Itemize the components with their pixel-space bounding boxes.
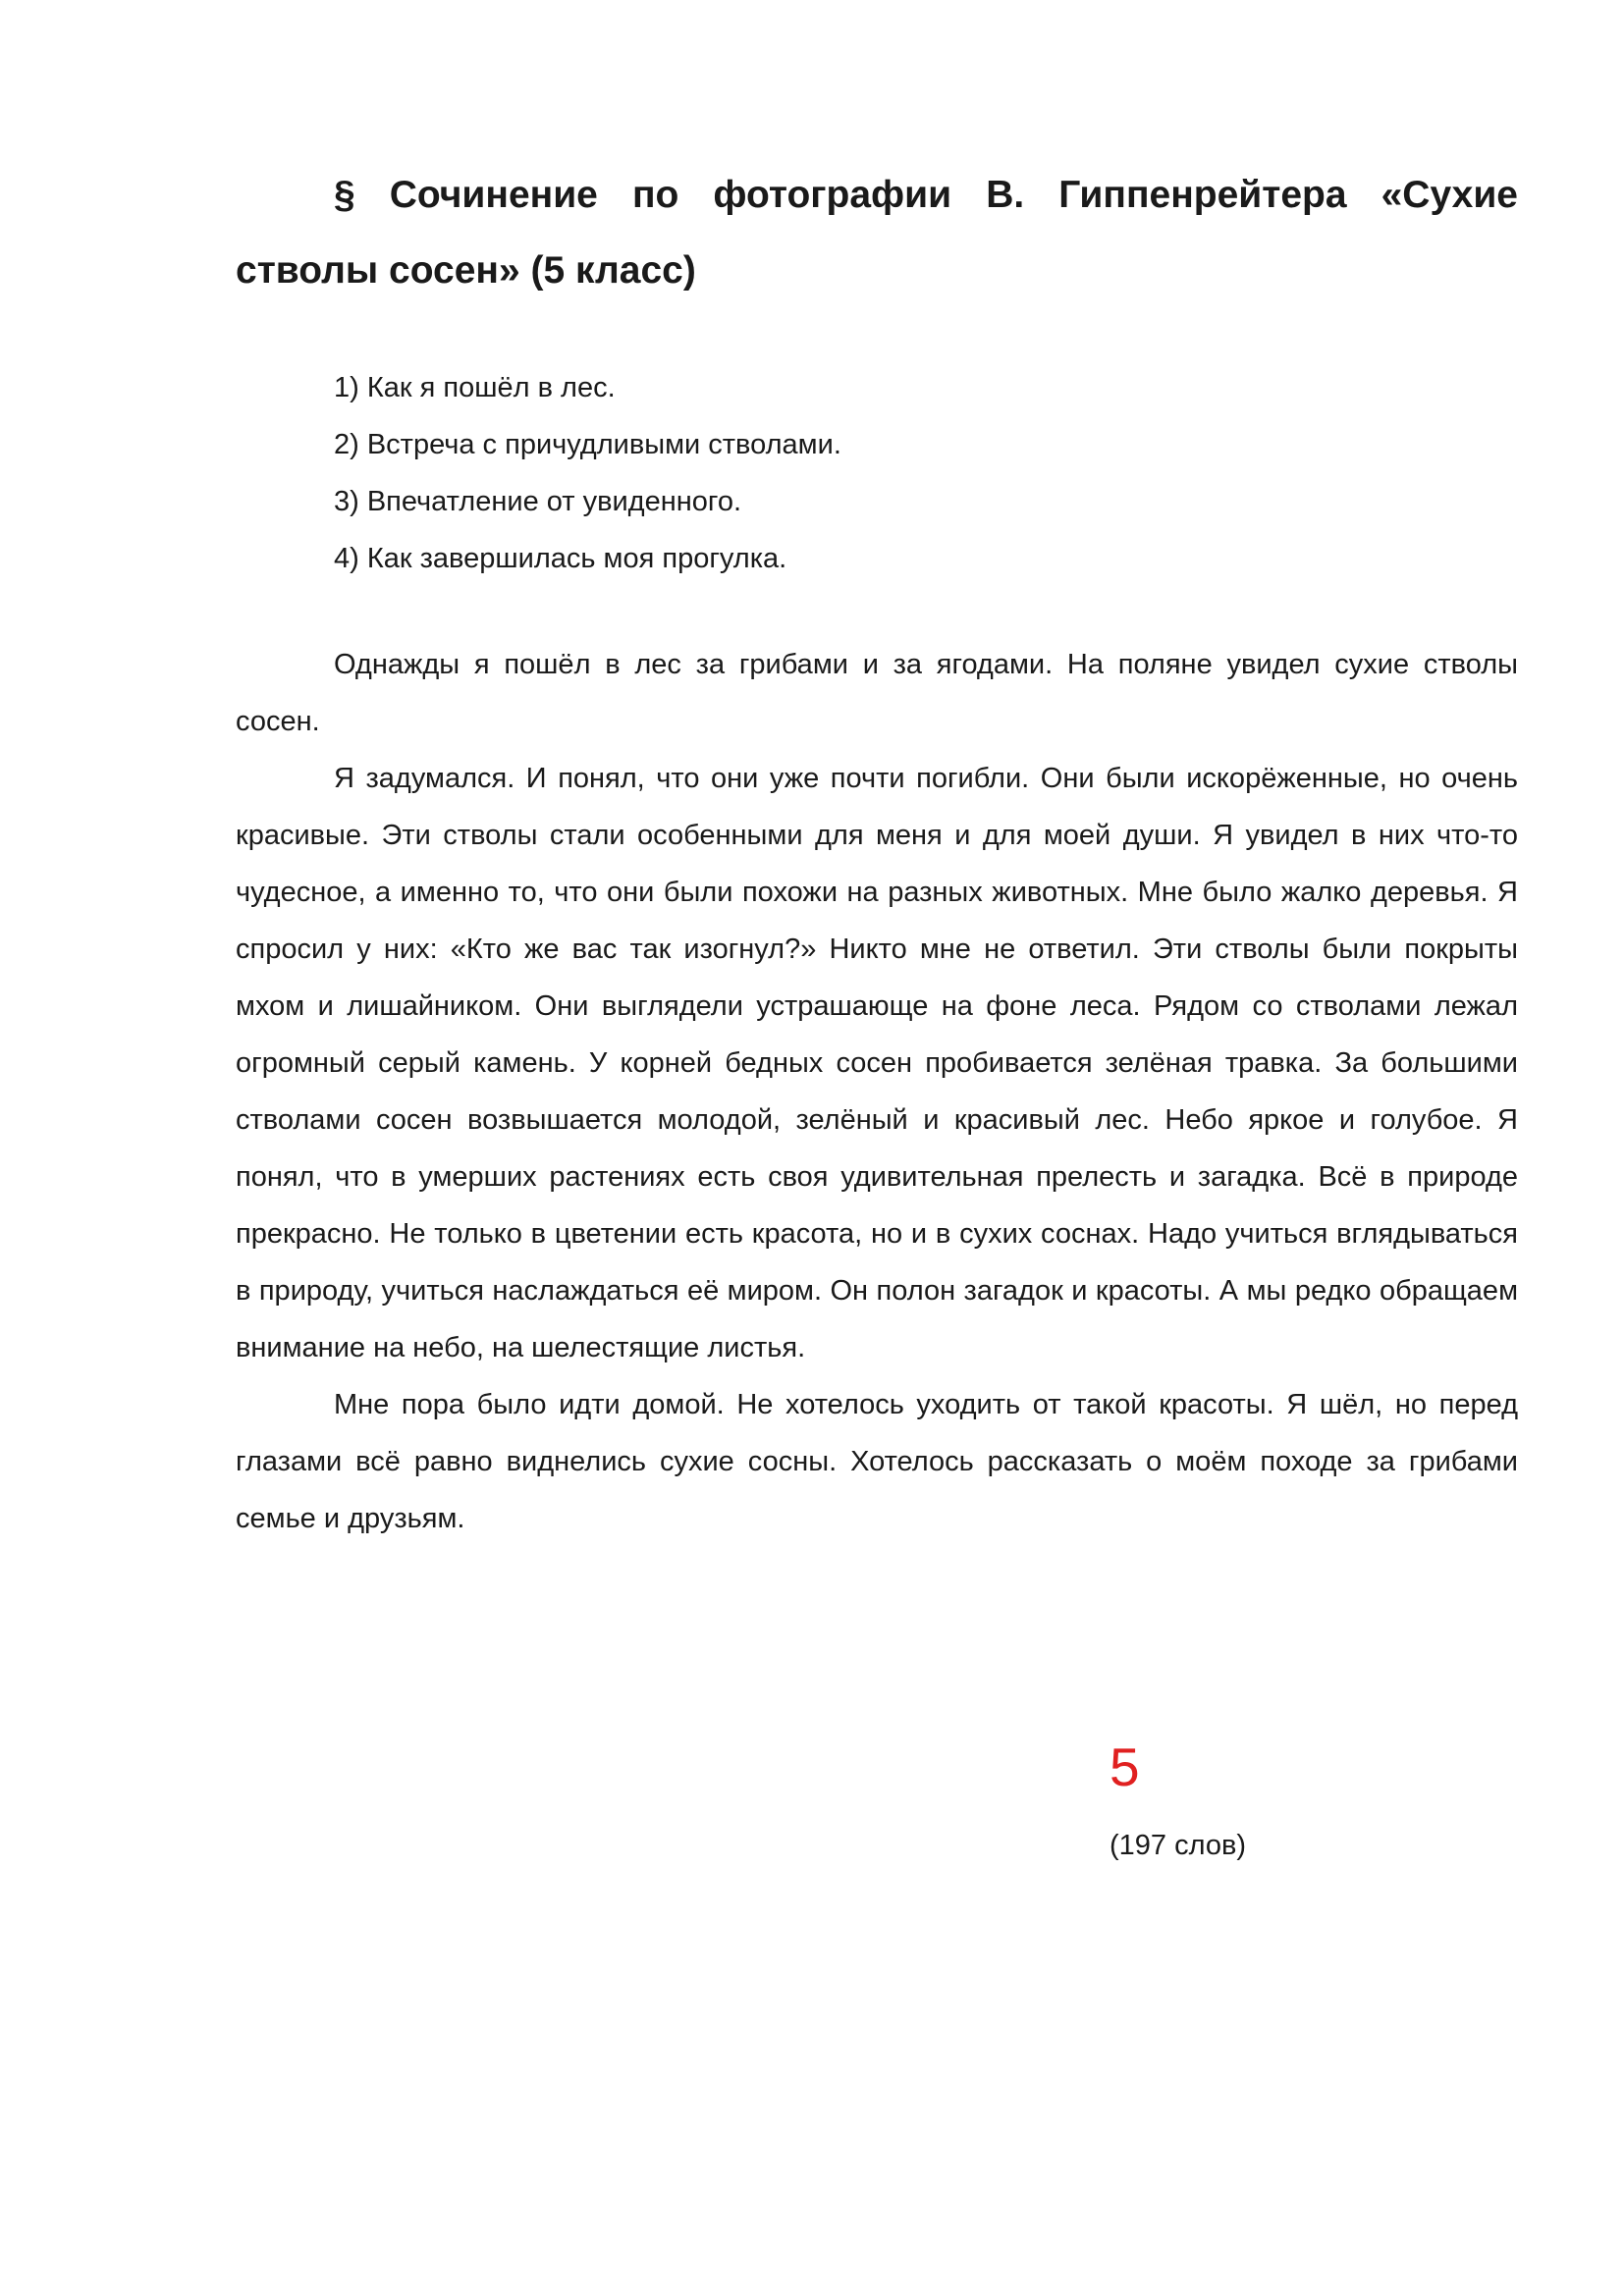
plan-item: 4) Как завершилась моя прогулка. xyxy=(334,543,787,574)
word-count: (197 слов) xyxy=(1110,1830,1247,1861)
essay-paragraph: Мне пора было идти домой. Не хотелось уходить от такой красоты. Я шёл, но перед глазами всё равно виднелись сухие сосны. Хотелось рассказать о моём походе за грибами семье и друзьям. xyxy=(236,1389,1518,1534)
plan-item: 1) Как я пошёл в лес. xyxy=(334,372,616,403)
essay-paragraph: Я задумался. И понял, что они уже почти погибли. Они были искорёженные, но очень красивые. Эти стволы стали особенными для меня и для моей души. Я увидел в них что-то чудесное, а именно то, что они были похожи на разных животных. Мне было жалко деревья. Я спросил у них: «Кто же вас так изогнул?» Никто мне не ответил. Эти стволы были покрыты мхом и лишайником. Они выглядели устрашающе на фоне леса. Рядом со стволами лежал огромный серый камень. У корней бедных сосен пробивается зелёная травка. За большими стволами сосен возвышается молодой, зелёный и красивый лес. Небо яркое и голубое. Я понял, что в умерших растениях есть своя удивительная прелесть и загадка. Всё в природе прекрасно. Не только в цветении есть красота, но и в сухих соснах. Надо учиться вглядываться в природу, учиться наслаждаться её миром. Он полон загадок и красоты. А мы редко обращаем внимание на небо, на шелестящие листья. xyxy=(236,763,1518,1363)
essay-body xyxy=(236,636,1518,1547)
document-title: § Сочинение по фотографии В. Гиппенрейтера «Сухие стволы сосен» (5 класс) xyxy=(236,174,1518,292)
plan-item: 2) Встреча с причудливыми стволами. xyxy=(334,429,841,460)
plan-item: 3) Впечатление от увиденного. xyxy=(334,486,742,517)
grade-mark: 5 xyxy=(1110,1736,1140,1797)
essay-plan xyxy=(236,359,1518,587)
essay-paragraph: Однажды я пошёл в лес за грибами и за ягодами. На поляне увидел сухие стволы сосен. xyxy=(236,649,1518,737)
document-page xyxy=(236,157,1518,1547)
